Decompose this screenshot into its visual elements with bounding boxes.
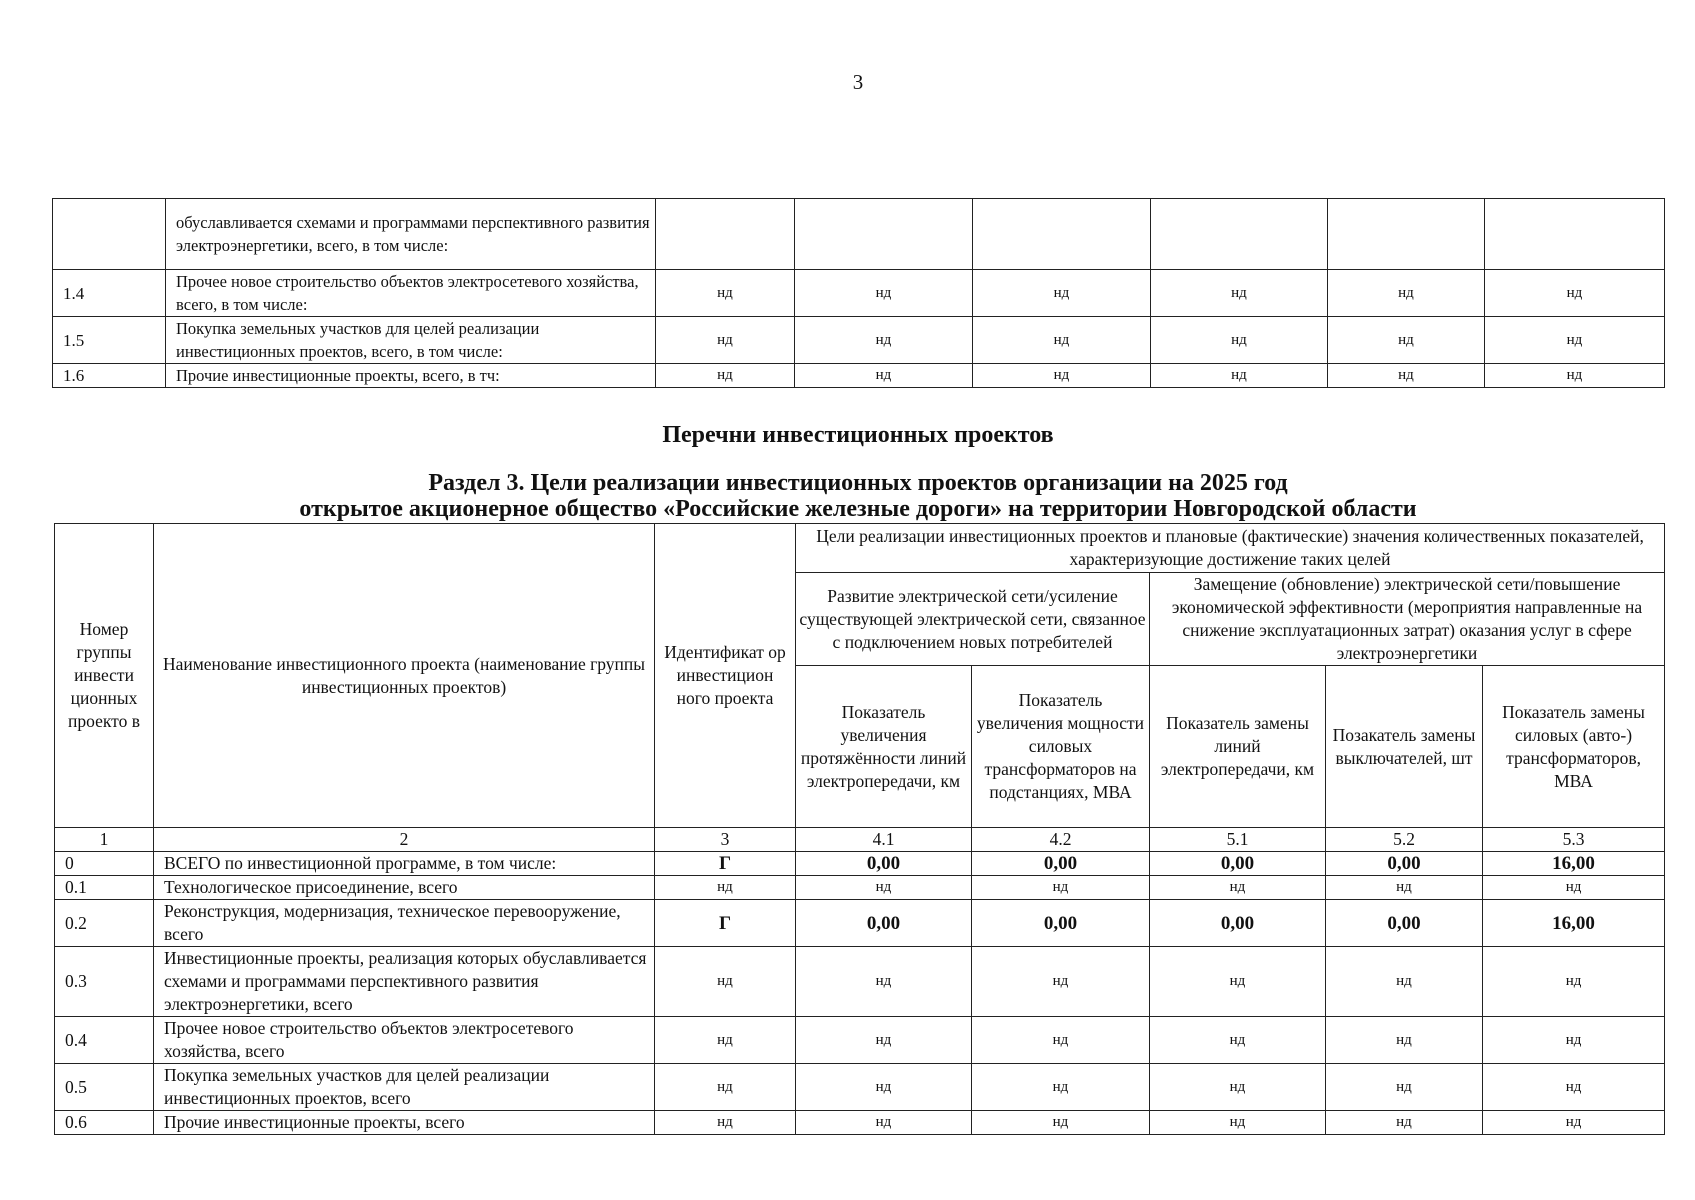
row-value: нд (1485, 317, 1665, 364)
row-value: 0,00 (972, 852, 1150, 876)
header-development: Развитие электрической сети/усиление существующей электрической сети, связанное с подключением новых потребителей (796, 573, 1150, 666)
section-heading: Перечни инвестиционных проектов (662, 422, 1054, 448)
row-identifier: нд (655, 1017, 796, 1064)
table-row (55, 1064, 1665, 1111)
row-number: 0.5 (55, 1064, 154, 1111)
table-row (53, 364, 1665, 388)
row-value: нд (1150, 1111, 1326, 1135)
row-value: нд (972, 1064, 1150, 1111)
continued-table (52, 198, 1665, 388)
row-number: 1.6 (53, 364, 166, 388)
column-number: 4.2 (972, 828, 1150, 852)
row-value (1328, 199, 1485, 270)
row-number: 0.3 (55, 947, 154, 1017)
column-number: 2 (154, 828, 655, 852)
row-value: 16,00 (1483, 900, 1665, 947)
row-value: нд (1483, 1017, 1665, 1064)
row-identifier: Г (655, 852, 796, 876)
row-value: нд (656, 364, 795, 388)
row-value: нд (1328, 270, 1485, 317)
row-value: нд (795, 317, 973, 364)
row-number (53, 199, 166, 270)
row-value: нд (1485, 364, 1665, 388)
table-row (53, 270, 1665, 317)
row-identifier: нд (655, 876, 796, 900)
header-group-number: Номер группы инвести ционных проекто в (55, 524, 154, 828)
row-value: нд (796, 876, 972, 900)
row-name: Реконструкция, модернизация, техническое перевооружение, всего (154, 900, 655, 947)
row-number: 1.4 (53, 270, 166, 317)
row-value: нд (1483, 1064, 1665, 1111)
row-value (1151, 199, 1328, 270)
header-indicator-5-2: Позакатель замены выключателей, шт (1326, 666, 1483, 828)
page-number: 3 (852, 70, 864, 94)
column-number: 1 (55, 828, 154, 852)
table-row (55, 947, 1665, 1017)
row-identifier: нд (655, 947, 796, 1017)
row-value: 0,00 (1150, 900, 1326, 947)
section-title (0, 470, 1695, 522)
row-value: нд (1326, 1064, 1483, 1111)
row-value: нд (1485, 270, 1665, 317)
row-value: нд (795, 270, 973, 317)
row-value: нд (796, 947, 972, 1017)
table-row (53, 317, 1665, 364)
row-number: 0 (55, 852, 154, 876)
column-number: 3 (655, 828, 796, 852)
row-value: нд (1150, 1017, 1326, 1064)
row-name: Покупка земельных участков для целей реализации инвестиционных проектов, всего (154, 1064, 655, 1111)
row-name: обуславливается схемами и программами перспективного развития электроэнергетики, всего, в том числе: (166, 199, 656, 270)
column-number: 5.1 (1150, 828, 1326, 852)
row-value: нд (796, 1064, 972, 1111)
row-value (656, 199, 795, 270)
row-value (973, 199, 1151, 270)
column-number: 4.1 (796, 828, 972, 852)
row-value: нд (972, 1017, 1150, 1064)
row-name: Инвестиционные проекты, реализация которых обуславливается схемами и программами перспективного развития электроэнергетики, всего (154, 947, 655, 1017)
header-indicator-5-1: Показатель замены линий электропередачи, км (1150, 666, 1326, 828)
row-value: нд (1483, 947, 1665, 1017)
row-number: 0.2 (55, 900, 154, 947)
row-value: нд (1150, 1064, 1326, 1111)
header-goals: Цели реализации инвестиционных проектов и плановые (фактические) значения количественных показателей, характеризующие достижение таких целей (796, 524, 1665, 573)
table-row (55, 1111, 1665, 1135)
header-indicator-4-1: Показатель увеличения протяжённости линий электропередачи, км (796, 666, 972, 828)
row-name: ВСЕГО по инвестиционной программе, в том числе: (154, 852, 655, 876)
row-value: нд (973, 270, 1151, 317)
table-row (55, 900, 1665, 947)
row-identifier: Г (655, 900, 796, 947)
row-identifier: нд (655, 1111, 796, 1135)
row-value: нд (1483, 876, 1665, 900)
row-value: нд (795, 364, 973, 388)
table-row (55, 852, 1665, 876)
row-value: нд (1328, 317, 1485, 364)
row-value: нд (656, 317, 795, 364)
row-value: 0,00 (1326, 900, 1483, 947)
row-name: Покупка земельных участков для целей реализации инвестиционных проектов, всего, в том числе: (166, 317, 656, 364)
column-number: 5.3 (1483, 828, 1665, 852)
row-number: 1.5 (53, 317, 166, 364)
column-number: 5.2 (1326, 828, 1483, 852)
column-numbers-row (55, 828, 1665, 852)
goals-table (54, 523, 1665, 1135)
row-value: 16,00 (1483, 852, 1665, 876)
row-value: нд (1326, 1017, 1483, 1064)
row-value: нд (972, 947, 1150, 1017)
table-row (55, 1017, 1665, 1064)
row-number: 0.6 (55, 1111, 154, 1135)
row-value: 0,00 (796, 900, 972, 947)
row-value: 0,00 (796, 852, 972, 876)
row-value: нд (1483, 1111, 1665, 1135)
row-value: нд (1150, 876, 1326, 900)
row-value: нд (1151, 364, 1328, 388)
row-name: Прочие инвестиционные проекты, всего (154, 1111, 655, 1135)
row-value: 0,00 (972, 900, 1150, 947)
row-number: 0.1 (55, 876, 154, 900)
row-value: нд (1326, 1111, 1483, 1135)
row-value: нд (972, 876, 1150, 900)
table-row (55, 876, 1665, 900)
header-indicator-4-2: Показатель увеличения мощности силовых трансформаторов на подстанциях, МВА (972, 666, 1150, 828)
row-value: нд (1326, 947, 1483, 1017)
row-name: Технологическое присоединение, всего (154, 876, 655, 900)
row-value: нд (973, 364, 1151, 388)
section-title-line-1: Раздел 3. Цели реализации инвестиционных проектов организации на 2025 год (428, 470, 1288, 496)
row-name: Прочее новое строительство объектов электросетевого хозяйства, всего, в том числе: (166, 270, 656, 317)
row-name: Прочее новое строительство объектов электросетевого хозяйства, всего (154, 1017, 655, 1064)
row-value: нд (972, 1111, 1150, 1135)
row-value (795, 199, 973, 270)
row-value: нд (1326, 876, 1483, 900)
row-value: нд (973, 317, 1151, 364)
row-name: Прочие инвестиционные проекты, всего, в тч: (166, 364, 656, 388)
header-identifier: Идентификат ор инвестицион ного проекта (655, 524, 796, 828)
section-title-line-2: открытое акционерное общество «Российские железные дороги» на территории Новгородской области (299, 496, 1417, 522)
header-replacement: Замещение (обновление) электрической сети/повышение экономической эффективности (мероприятия направленные на снижение эксплуатационных затрат) оказания услуг в сфере электроэнергетики (1150, 573, 1665, 666)
row-value: нд (1151, 270, 1328, 317)
row-value: нд (796, 1017, 972, 1064)
row-value: 0,00 (1150, 852, 1326, 876)
header-indicator-5-3: Показатель замены силовых (авто-) трансформаторов, МВА (1483, 666, 1665, 828)
row-value: нд (1150, 947, 1326, 1017)
row-value: нд (1328, 364, 1485, 388)
header-project-name: Наименование инвестиционного проекта (наименование группы инвестиционных проектов) (154, 524, 655, 828)
row-identifier: нд (655, 1064, 796, 1111)
table-row (53, 199, 1665, 270)
row-value: нд (796, 1111, 972, 1135)
row-number: 0.4 (55, 1017, 154, 1064)
row-value: нд (1151, 317, 1328, 364)
row-value (1485, 199, 1665, 270)
row-value: нд (656, 270, 795, 317)
row-value: 0,00 (1326, 852, 1483, 876)
